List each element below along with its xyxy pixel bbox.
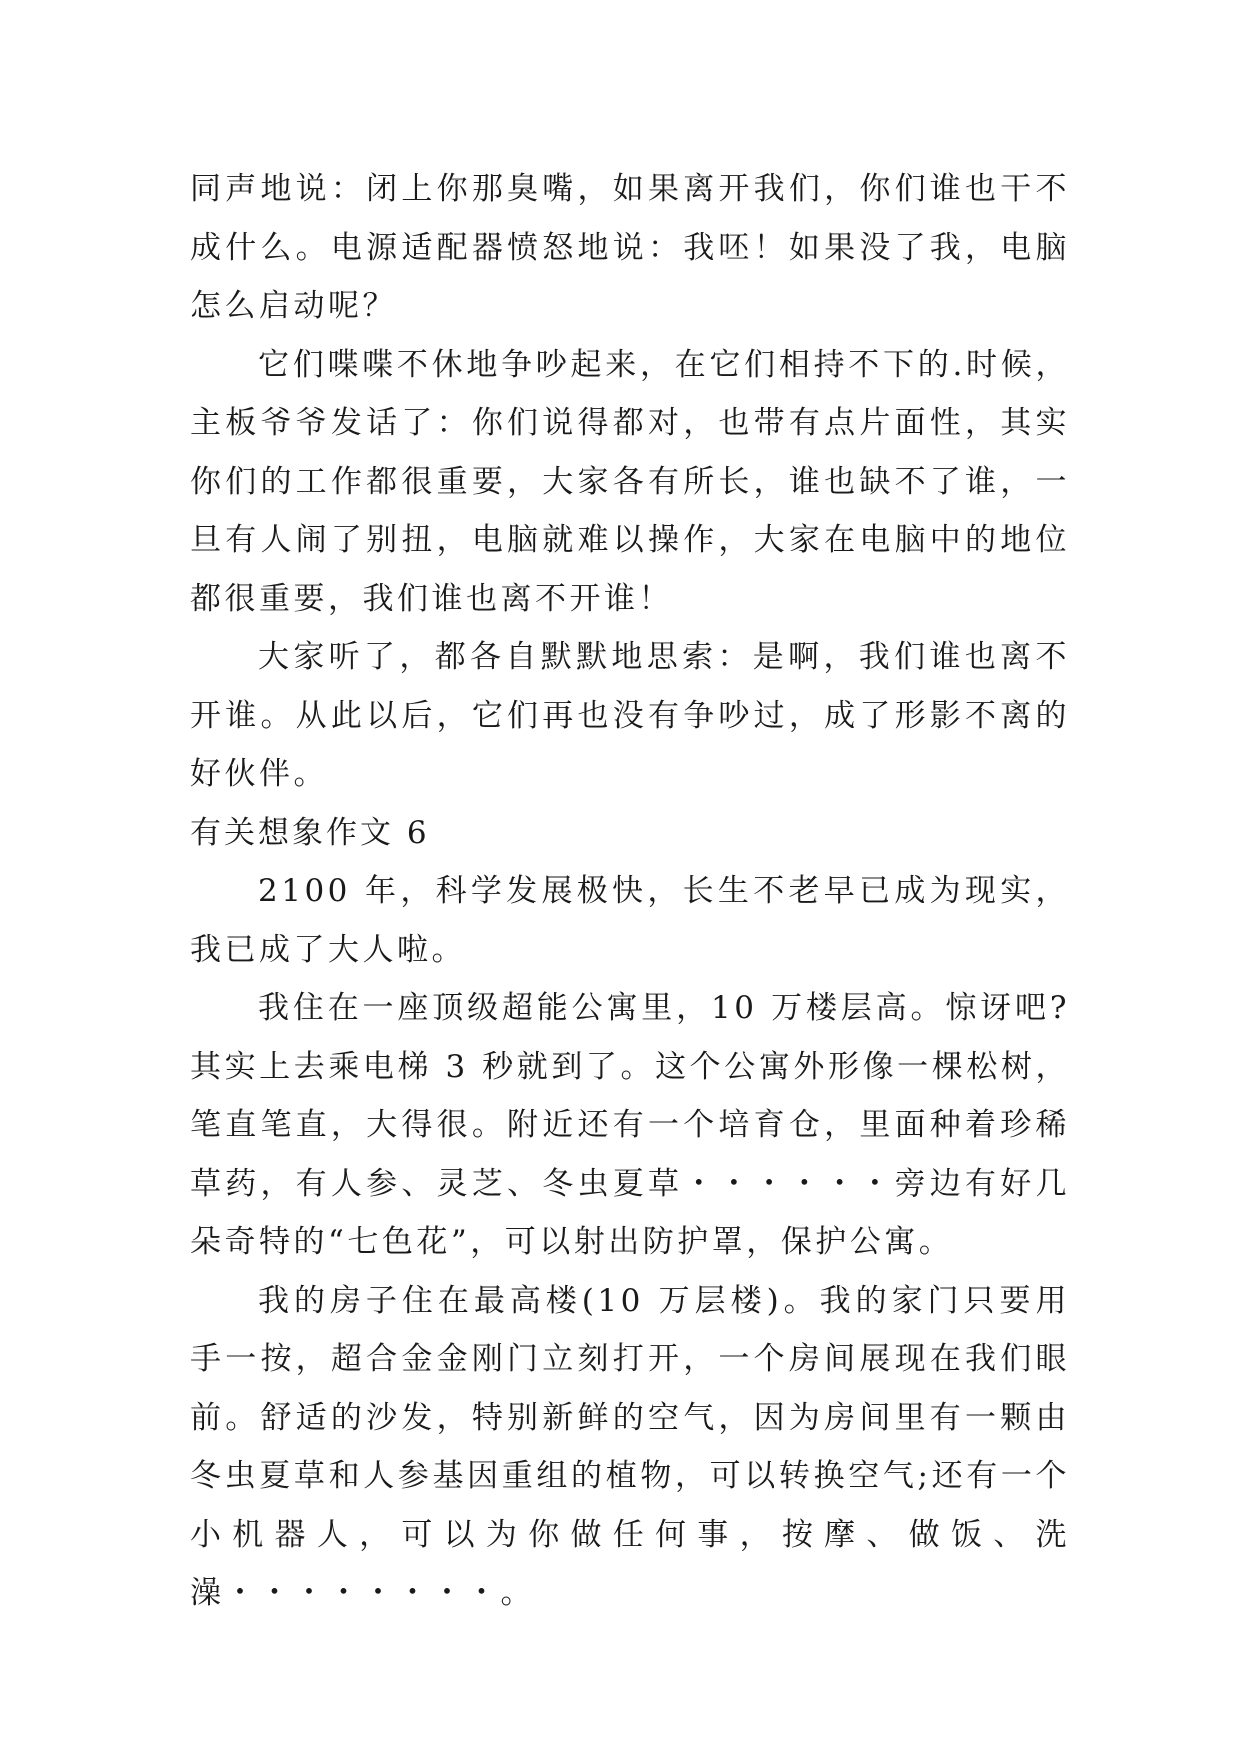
paragraph-3: 大家听了，都各自默默地思索：是啊，我们谁也离不开谁。从此以后，它们再也没有争吵过，成了形影不离的好伙伴。 bbox=[190, 639, 1070, 792]
paragraph-6: 我的房子住在最高楼(10 万层楼)。我的家门只要用手一按，超合金金刚门立刻打开，一个房间展现在我们眼前。舒适的沙发，特别新鲜的空气，因为房间里有一颗由冬虫夏草和人参基因重组的植物，可以转换空气;还有一个小机器人，可以为你做任何事，按摩、做饭、洗澡・・・・・・・・。 bbox=[190, 1282, 1070, 1611]
paragraph-2: 它们喋喋不休地争吵起来，在它们相持不下的.时候，主板爷爷发话了：你们说得都对，也带有点片面性，其实你们的工作都很重要，大家各有所长，谁也缺不了谁，一旦有人闹了别扭，电脑就难以操作，大家在电脑中的地位都很重要，我们谁也离不开谁！ bbox=[190, 346, 1070, 617]
section-heading: 有关想象作文 6 bbox=[190, 814, 430, 851]
paragraph-1: 同声地说：闭上你那臭嘴，如果离开我们，你们谁也干不成什么。电源适配器愤怒地说：我呸！如果没了我，电脑怎么启动呢？ bbox=[190, 171, 1070, 324]
paragraph-5: 我住在一座顶级超能公寓里，10 万楼层高。惊讶吧?其实上去乘电梯 3 秒就到了。这个公寓外形像一棵松树，笔直笔直，大得很。附近还有一个培育仓，里面种着珍稀草药，有人参、灵芝、冬虫夏草・・・・・・旁边有好几朵奇特的“七色花”，可以射出防护罩，保护公寓。 bbox=[190, 990, 1070, 1260]
paragraph-4: 2100 年，科学发展极快，长生不老早已成为现实，我已成了大人啦。 bbox=[190, 873, 1070, 968]
document-body bbox=[190, 160, 1070, 1623]
